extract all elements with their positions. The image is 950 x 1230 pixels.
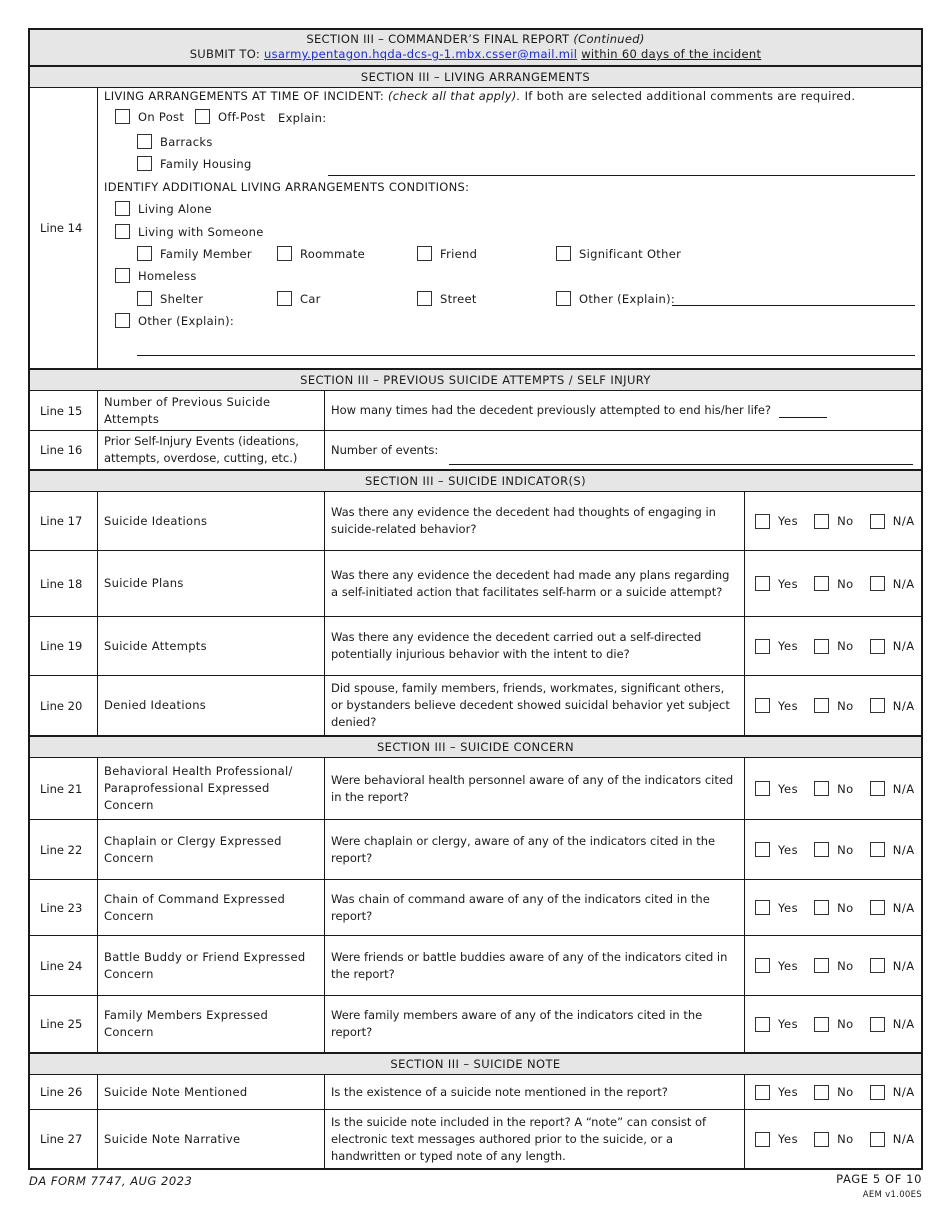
row-label: Number of Previous Suicide Attempts — [98, 391, 325, 430]
option-yes[interactable] — [755, 958, 798, 973]
option-label: Yes — [778, 576, 799, 591]
checkbox-barracks[interactable] — [137, 134, 213, 149]
option-label: No — [837, 900, 854, 915]
option-label: N/A — [892, 842, 915, 857]
row-label: Family Members Expressed Concern — [98, 996, 325, 1052]
checkbox-car[interactable] — [277, 291, 321, 306]
yes-no-na-group — [745, 758, 921, 819]
checkbox-box[interactable] — [755, 639, 770, 654]
line-14-row — [30, 88, 921, 370]
checkbox-box[interactable] — [870, 842, 885, 857]
label-shelter: Shelter — [160, 291, 204, 306]
yes-no-na-group — [745, 996, 921, 1052]
row-question: Is the existence of a suicide note mentioned in the report? — [325, 1075, 745, 1109]
option-no[interactable] — [814, 639, 854, 654]
checkbox-shelter[interactable] — [137, 291, 203, 306]
option-no[interactable] — [814, 1132, 854, 1147]
checkbox-box[interactable] — [814, 958, 829, 973]
checkbox-family-member[interactable] — [137, 246, 252, 261]
option-label: N/A — [892, 1017, 915, 1031]
section-suicide-note: SECTION III – SUICIDE NOTE — [30, 1054, 921, 1075]
checkbox-living-alone[interactable] — [115, 201, 212, 216]
label-family-housing: Family Housing — [160, 156, 252, 171]
label-living-alone: Living Alone — [138, 201, 212, 216]
checkbox-box[interactable] — [755, 1017, 770, 1032]
label-other-homeless: Other (Explain): — [579, 291, 676, 306]
option-label: N/A — [892, 698, 915, 713]
option-no[interactable] — [814, 842, 854, 857]
line-27-row — [30, 1110, 921, 1168]
option-yes[interactable] — [755, 1017, 798, 1032]
checkbox-box[interactable] — [814, 1132, 829, 1147]
option-label: No — [837, 514, 854, 528]
checkbox-box[interactable] — [814, 576, 829, 591]
checkbox-significant-other[interactable] — [556, 246, 681, 261]
line-19-row — [30, 617, 921, 676]
checkbox-box[interactable] — [814, 514, 829, 529]
label-on-post: On Post — [138, 109, 185, 124]
option-label: N/A — [892, 958, 915, 973]
option-label: N/A — [892, 639, 915, 653]
row-question — [325, 431, 921, 469]
line-17-row — [30, 492, 921, 551]
option-label: N/A — [892, 900, 915, 915]
form-header — [30, 30, 921, 67]
option-na[interactable] — [870, 576, 915, 591]
option-label: No — [837, 958, 854, 973]
option-no[interactable] — [814, 781, 854, 796]
checkbox-box[interactable] — [195, 109, 210, 124]
section-previous-attempts: SECTION III – PREVIOUS SUICIDE ATTEMPTS / SELF INJURY — [30, 370, 921, 391]
option-na[interactable] — [870, 1085, 915, 1100]
line-24-row — [30, 936, 921, 996]
row-question: Was there any evidence the decedent had made any plans regarding a self-initiated action that facilitates self-harm or a suicide attempt? — [325, 551, 745, 616]
checkbox-box[interactable] — [814, 900, 829, 915]
row-label: Battle Buddy or Friend Expressed Concern — [98, 936, 325, 995]
line-21-row — [30, 758, 921, 820]
checkbox-box[interactable] — [755, 842, 770, 857]
checkbox-box[interactable] — [814, 781, 829, 796]
row-label: Behavioral Health Professional/ Paraprofessional Expressed Concern — [98, 758, 325, 819]
checkbox-box[interactable] — [137, 134, 152, 149]
line-number: Line 17 — [30, 492, 98, 550]
row-question: Were friends or battle buddies aware of any of the indicators cited in the report? — [325, 936, 745, 995]
question-text: Number of events: — [331, 442, 439, 457]
option-label: Yes — [778, 639, 799, 653]
row-label: Suicide Attempts — [98, 617, 325, 675]
checkbox-box[interactable] — [115, 109, 130, 124]
option-yes[interactable] — [755, 900, 798, 915]
option-yes[interactable] — [755, 698, 798, 713]
submit-email-link[interactable]: usarmy.pentagon.hqda-dcs-g-1.mbx.csser@mail.mil — [264, 47, 578, 61]
option-na[interactable] — [870, 1132, 915, 1147]
row-question — [325, 391, 921, 430]
line-number: Line 26 — [30, 1075, 98, 1109]
option-na[interactable] — [870, 639, 915, 654]
label-friend: Friend — [440, 246, 478, 261]
checkbox-box[interactable] — [277, 291, 292, 306]
checkbox-box[interactable] — [755, 1085, 770, 1100]
yes-no-na-group — [745, 617, 921, 675]
checkbox-box[interactable] — [755, 576, 770, 591]
line-number: Line 23 — [30, 880, 98, 935]
line-number: Line 25 — [30, 996, 98, 1052]
option-no[interactable] — [814, 698, 854, 713]
checkbox-box[interactable] — [755, 514, 770, 529]
line-22-row — [30, 820, 921, 880]
checkbox-box[interactable] — [115, 201, 130, 216]
row-question: Was there any evidence the decedent carried out a self-directed potentially injurious behavior with the intent to die? — [325, 617, 745, 675]
row-label: Prior Self-Injury Events (ideations, attempts, overdose, cutting, etc.) — [98, 431, 325, 469]
label-street: Street — [440, 291, 477, 306]
yes-no-na-group — [745, 820, 921, 879]
checkbox-box[interactable] — [870, 576, 885, 591]
checkbox-box[interactable] — [870, 1017, 885, 1032]
label-living-with-someone: Living with Someone — [138, 224, 264, 239]
option-yes[interactable] — [755, 842, 798, 857]
row-label: Suicide Plans — [98, 551, 325, 616]
line-number: Line 21 — [30, 758, 98, 819]
option-na[interactable] — [870, 842, 915, 857]
yes-no-na-group — [745, 551, 921, 616]
option-label: No — [837, 1132, 854, 1146]
checkbox-box[interactable] — [870, 781, 885, 796]
line-26-row — [30, 1075, 921, 1110]
other-input-line[interactable] — [137, 355, 915, 356]
checkbox-box[interactable] — [870, 958, 885, 973]
checkbox-box[interactable] — [115, 224, 130, 239]
label-significant-other: Significant Other — [579, 246, 682, 261]
option-no[interactable] — [814, 1017, 854, 1032]
line-23-row — [30, 880, 921, 936]
living-prompt-text: LIVING ARRANGEMENTS AT TIME OF INCIDENT: — [104, 89, 385, 103]
line-18-row — [30, 551, 921, 617]
additional-conditions-prompt: IDENTIFY ADDITIONAL LIVING ARRANGEMENTS CONDITIONS: — [104, 180, 470, 194]
checkbox-street[interactable] — [417, 291, 477, 306]
option-label: Yes — [778, 698, 799, 713]
explain-input-line[interactable] — [328, 175, 915, 176]
option-no[interactable] — [814, 1085, 854, 1100]
label-homeless: Homeless — [138, 268, 197, 283]
form-version: AEM v1.00ES — [862, 1190, 922, 1200]
option-label: N/A — [892, 781, 915, 796]
option-label: No — [837, 781, 854, 796]
line-number: Line 24 — [30, 936, 98, 995]
checkbox-box[interactable] — [417, 291, 432, 306]
yes-no-na-group — [745, 492, 921, 550]
label-off-post: Off-Post — [218, 109, 266, 124]
option-label: Yes — [778, 842, 799, 857]
checkbox-box[interactable] — [870, 639, 885, 654]
option-label: No — [837, 1017, 854, 1031]
row-label: Suicide Ideations — [98, 492, 325, 550]
living-prompt-suffix: If both are selected additional comments are required. — [524, 89, 856, 103]
yes-no-na-group — [745, 936, 921, 995]
option-label: Yes — [778, 900, 799, 915]
row-question: Was there any evidence the decedent had thoughts of engaging in suicide-related behavior? — [325, 492, 745, 550]
option-no[interactable] — [814, 514, 854, 529]
option-na[interactable] — [870, 958, 915, 973]
section-suicide-concern: SECTION III – SUICIDE CONCERN — [30, 737, 921, 758]
line-number: Line 18 — [30, 551, 98, 616]
label-family-member: Family Member — [160, 246, 252, 261]
living-prompt-italic: (check all that apply). — [388, 89, 521, 103]
form-frame — [28, 28, 923, 1170]
option-label: No — [837, 576, 854, 591]
label-roommate: Roommate — [300, 246, 365, 261]
yes-no-na-group — [745, 676, 921, 735]
living-arrangements-body — [98, 88, 921, 368]
form-id: DA FORM 7747, AUG 2023 — [29, 1174, 193, 1188]
label-other: Other (Explain): — [138, 313, 235, 328]
checkbox-box[interactable] — [870, 1085, 885, 1100]
label-barracks: Barracks — [160, 134, 213, 149]
checkbox-off-post[interactable] — [195, 109, 265, 124]
checkbox-box[interactable] — [870, 1132, 885, 1147]
option-na[interactable] — [870, 781, 915, 796]
option-label: No — [837, 842, 854, 857]
checkbox-box[interactable] — [755, 1132, 770, 1147]
checkbox-roommate[interactable] — [277, 246, 365, 261]
option-label: N/A — [892, 1132, 915, 1146]
option-yes[interactable] — [755, 1132, 798, 1147]
checkbox-box[interactable] — [556, 291, 571, 306]
checkbox-box[interactable] — [137, 156, 152, 171]
checkbox-box[interactable] — [137, 246, 152, 261]
checkbox-homeless[interactable] — [115, 268, 197, 283]
checkbox-family-housing[interactable] — [137, 156, 252, 171]
option-no[interactable] — [814, 958, 854, 973]
option-no[interactable] — [814, 900, 854, 915]
option-label: Yes — [778, 958, 799, 973]
checkbox-box[interactable] — [814, 1017, 829, 1032]
option-label: Yes — [778, 1132, 799, 1146]
events-count-input[interactable] — [449, 464, 913, 465]
checkbox-box[interactable] — [137, 291, 152, 306]
line-20-row — [30, 676, 921, 737]
option-na[interactable] — [870, 900, 915, 915]
line-15-row — [30, 391, 921, 431]
checkbox-box[interactable] — [814, 639, 829, 654]
row-label: Chain of Command Expressed Concern — [98, 880, 325, 935]
checkbox-box[interactable] — [556, 246, 571, 261]
row-question: Were chaplain or clergy, aware of any of the indicators cited in the report? — [325, 820, 745, 879]
line-number: Line 14 — [30, 88, 98, 368]
option-na[interactable] — [870, 1017, 915, 1032]
row-label: Chaplain or Clergy Expressed Concern — [98, 820, 325, 879]
question-text: How many times had the decedent previously attempted to end his/her life? — [331, 403, 772, 417]
header-title-suffix: (Continued) — [573, 32, 645, 46]
checkbox-living-with-someone[interactable] — [115, 224, 264, 239]
line-number: Line 19 — [30, 617, 98, 675]
option-label: N/A — [892, 514, 915, 528]
line-number: Line 20 — [30, 676, 98, 735]
checkbox-friend[interactable] — [417, 246, 477, 261]
line-number: Line 27 — [30, 1110, 98, 1168]
label-car: Car — [300, 291, 321, 306]
yes-no-na-group — [745, 880, 921, 935]
option-label: N/A — [892, 576, 915, 591]
checkbox-box[interactable] — [277, 246, 292, 261]
option-na[interactable] — [870, 514, 915, 529]
option-yes[interactable] — [755, 781, 798, 796]
line-number: Line 22 — [30, 820, 98, 879]
option-no[interactable] — [814, 576, 854, 591]
option-label: N/A — [892, 1085, 915, 1099]
checkbox-on-post[interactable] — [115, 109, 184, 124]
checkbox-box[interactable] — [870, 900, 885, 915]
yes-no-na-group — [745, 1075, 921, 1109]
checkbox-box[interactable] — [755, 900, 770, 915]
checkbox-other-homeless[interactable] — [556, 291, 675, 306]
line-number: Line 16 — [30, 431, 98, 469]
living-prompt — [104, 88, 855, 104]
row-question: Is the suicide note included in the report? A “note” can consist of electronic text messages authored prior to the suicide, or a handwritten or typed note of any length. — [325, 1110, 745, 1168]
submit-deadline: within 60 days of the incident — [581, 47, 762, 61]
option-label: No — [837, 639, 854, 653]
option-label: No — [837, 1085, 854, 1099]
option-label: Yes — [778, 514, 799, 528]
other-homeless-input-line[interactable] — [672, 305, 915, 306]
explain-label: Explain: — [278, 110, 327, 125]
checkbox-box[interactable] — [870, 514, 885, 529]
row-question: Were family members aware of any of the indicators cited in the report? — [325, 996, 745, 1052]
option-label: No — [837, 698, 854, 713]
yes-no-na-group — [745, 1110, 921, 1168]
option-label: Yes — [778, 1017, 799, 1031]
row-question: Did spouse, family members, friends, workmates, significant others, or bystanders believe decedent showed suicidal behavior yet subject denied? — [325, 676, 745, 735]
option-yes[interactable] — [755, 514, 798, 529]
line-16-row — [30, 431, 921, 471]
header-title: SECTION III – COMMANDER’S FINAL REPORT — [306, 32, 570, 46]
checkbox-box[interactable] — [814, 842, 829, 857]
checkbox-box[interactable] — [417, 246, 432, 261]
checkbox-box[interactable] — [755, 698, 770, 713]
checkbox-box[interactable] — [814, 1085, 829, 1100]
submit-prefix: SUBMIT TO: — [189, 47, 261, 61]
checkbox-box[interactable] — [755, 958, 770, 973]
option-label: Yes — [778, 781, 799, 796]
row-question: Was chain of command aware of any of the indicators cited in the report? — [325, 880, 745, 935]
line-number: Line 15 — [30, 391, 98, 430]
option-yes[interactable] — [755, 639, 798, 654]
attempts-count-input[interactable] — [779, 404, 827, 418]
checkbox-box[interactable] — [814, 698, 829, 713]
row-question: Were behavioral health personnel aware of any of the indicators cited in the report? — [325, 758, 745, 819]
option-na[interactable] — [870, 698, 915, 713]
option-yes[interactable] — [755, 576, 798, 591]
section-suicide-indicators: SECTION III – SUICIDE INDICATOR(S) — [30, 471, 921, 492]
checkbox-box[interactable] — [755, 781, 770, 796]
checkbox-other[interactable] — [115, 313, 234, 328]
row-label: Denied Ideations — [98, 676, 325, 735]
checkbox-box[interactable] — [115, 313, 130, 328]
row-label: Suicide Note Narrative — [98, 1110, 325, 1168]
line-25-row — [30, 996, 921, 1054]
page-number: PAGE 5 OF 10 — [836, 1172, 922, 1186]
row-label: Suicide Note Mentioned — [98, 1075, 325, 1109]
option-label: Yes — [778, 1085, 799, 1099]
section-living-arrangements: SECTION III – LIVING ARRANGEMENTS — [30, 67, 921, 88]
option-yes[interactable] — [755, 1085, 798, 1100]
checkbox-box[interactable] — [115, 268, 130, 283]
checkbox-box[interactable] — [870, 698, 885, 713]
